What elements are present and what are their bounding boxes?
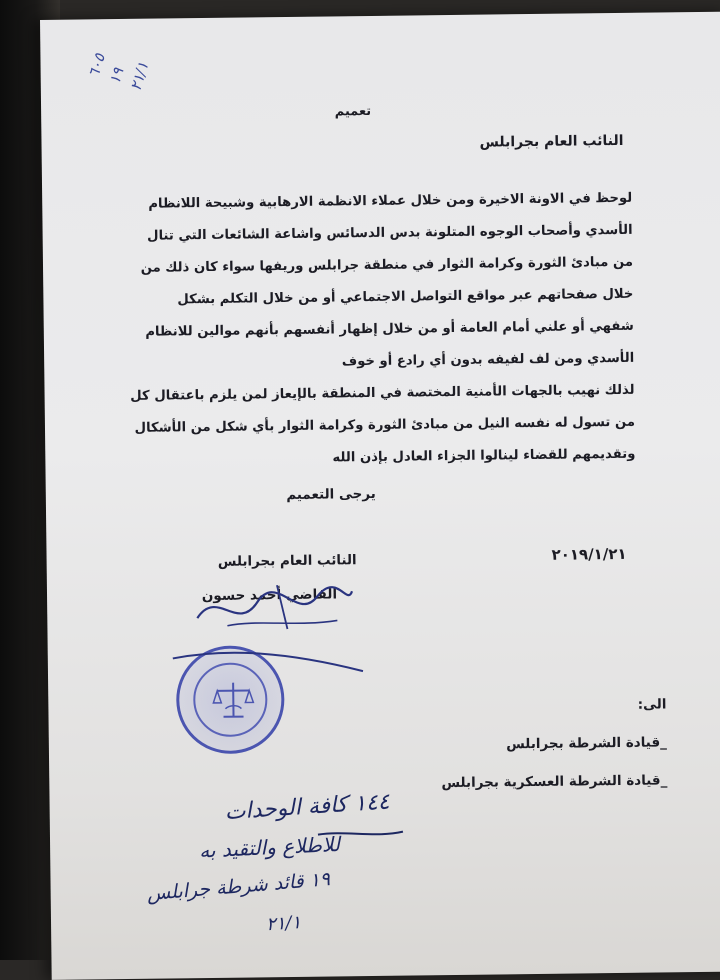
document-body bbox=[40, 12, 720, 20]
body-line: من تسول له نفسه النيل من مبادئ الثورة وكرامة الثوار بأي شكل من الأشكال bbox=[135, 415, 636, 436]
body-line: لذلك نهيب بالجهات الأمنية المختصة في المنطقة بالإيعاز لمن يلزم باعتقال كل bbox=[130, 383, 635, 404]
handwritten-note-line: ١٩ قائد شرطة جرابلس bbox=[146, 868, 331, 905]
handwritten-note-line: للاطلاع والتقيد به bbox=[199, 832, 341, 863]
pen-stroke bbox=[167, 626, 368, 678]
handwritten-note-line: ٢١/١ bbox=[265, 912, 301, 935]
handwritten-note-line: ١٤٤ كافة الوحدات bbox=[224, 789, 390, 825]
document-page bbox=[40, 12, 720, 980]
body-line: الأسدي وأصحاب الوجوه المتلونة بدس الدسائس واشاعة الشائعات التي تنال bbox=[147, 223, 633, 244]
document-date: ٢٠١٩/١/٢١ bbox=[551, 545, 626, 564]
signature-name: القاضي أحمد حسون bbox=[202, 586, 337, 604]
body-line: شفهي أو علني أمام العامة أو من خلال إظهار أنفسهم بأنهم موالين للانظام bbox=[145, 319, 634, 340]
recipients-label: الى: bbox=[638, 696, 667, 712]
recipient-item: _قيادة الشرطة بجرابلس bbox=[506, 734, 667, 752]
margin-note-number: ٦٠٥ bbox=[84, 51, 108, 79]
margin-note-day: ١٩ bbox=[105, 66, 127, 87]
body-line: لوحظ في الاونة الاخيرة ومن خلال عملاء الانظمة الارهابية وشبيحة اللانظام bbox=[148, 191, 632, 212]
signature-title: النائب العام بجرابلس bbox=[218, 552, 357, 570]
margin-note-date: ٢١/١ bbox=[126, 60, 152, 93]
recipient-item: _قيادة الشرطة العسكرية بجرابلس bbox=[441, 772, 667, 791]
scales-of-justice-icon bbox=[211, 678, 256, 723]
body-line: الأسدي ومن لف لفيفه بدون أي رادع أو خوف bbox=[342, 351, 635, 370]
body-line: وتقديمهم للقضاء لينالوا الجزاء العادل بإذن الله bbox=[332, 447, 635, 466]
body-line: من مبادئ الثورة وكرامة الثوار في منطقة جرابلس وريفها سواء كان ذلك من bbox=[141, 255, 633, 276]
body-line: خلال صفحاتهم عبر مواقع التواصل الاجتماعي أو من خلال التكلم بشكل bbox=[177, 287, 633, 308]
document-heading: النائب العام بجرابلس bbox=[479, 133, 623, 151]
document-title: تعميم bbox=[335, 104, 372, 119]
closing-request: يرجى التعميم bbox=[286, 486, 376, 503]
